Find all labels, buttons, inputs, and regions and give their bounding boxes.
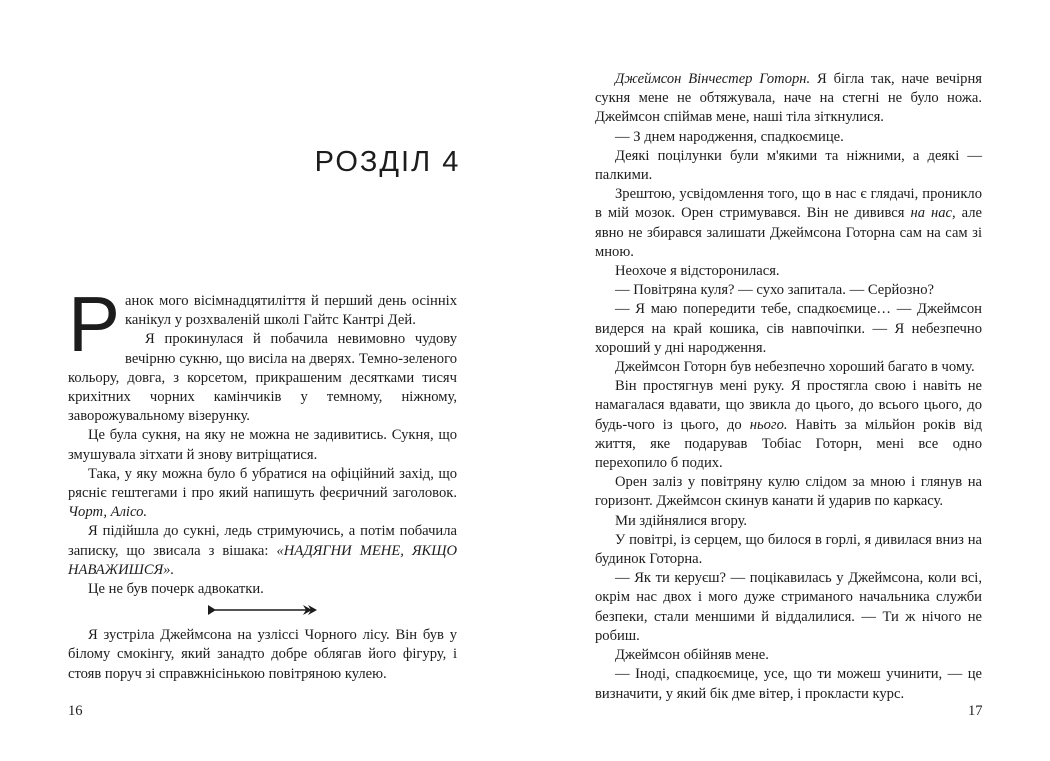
drop-cap: Р	[68, 280, 121, 368]
paragraph: Я прокинулася й побачила невимовно чудову вечірню сукню, що висіла на дверях. Темно-зеленого кольору, довга, з корсетом, прикрашеним десятками тисяч крихітних чорних камінчиків у темному, ніжному, заворожувальному візерунку.	[68, 331, 457, 425]
paragraph: — З днем народження, спадкоємице.	[615, 128, 844, 145]
paragraph: Джеймсон обійняв мене.	[615, 647, 769, 664]
paragraph: У повітрі, із серцем, що билося в горлі, я дивилася вниз на будинок Готорна.	[595, 531, 982, 568]
page-number-right: 17	[968, 703, 983, 719]
paragraph: Я підійшла до сукні, ледь стримуючись, а потім побачила записку, що звисала з вішака: «НАДЯГНИ МЕНЕ, ЯКЩО НАВАЖИШСЯ».	[68, 523, 457, 578]
paragraph: Зрештою, усвідомлення того, що в нас є глядачі, проникло в мій мозок. Орен стримувався. Він не дивився на нас, але явно не збирався залишати Джеймсона Готорна сам на сам зі мною.	[595, 186, 982, 260]
paragraph: Я зустріла Джеймсона на узліссі Чорного лісу. Він був у білому смокінгу, який занадто добре облягав його фігуру, і стояв поруч зі справжнісінькою повітряною кулею.	[68, 627, 457, 682]
paragraph: Джеймсон Вінчестер Готорн. Я бігла так, наче вечірня сукня мене не обтяжувала, наче на стегні не було ножа. Джеймсон спіймав мене, наші тіла зіткнулися.	[595, 71, 982, 126]
paragraph: Деякі поцілунки були м'якими та ніжними, а деякі — палкими.	[595, 147, 982, 184]
paragraph: — Повітряна куля? — сухо запитала. — Серйозно?	[615, 282, 934, 299]
opening-paragraph: Ранок мого вісімнадцятиліття й перший день осінніх канікул у розхваленій школі Гайтс Кантрі Дей.	[68, 280, 457, 368]
chapter-title: РОЗДІЛ 4	[314, 146, 461, 178]
paragraph: Це була сукня, на яку не можна не задивитись. Сукня, що змушувала зітхати й знову витріщатися.	[68, 427, 457, 463]
paragraph: — Іноді, спадкоємице, усе, що ти можеш учинити, — це визначити, у який бік дме вітер, і прокласти курс.	[595, 666, 982, 702]
right-page-text	[595, 70, 982, 704]
paragraph: Ми здійнялися вгору.	[615, 512, 748, 529]
paragraph: Орен заліз у повітряну кулю слідом за мною і глянув на горизонт. Джеймсон скинув канати й ударив по каркасу.	[595, 474, 982, 510]
paragraph: — Як ти керуєш? — поцікавилась у Джеймсона, коли всі, окрім нас двох і мого дуже стриманого начальника служби безпеки, стали меншими й віддалилися. — Ти ж нічого не робиш.	[595, 570, 982, 644]
paragraph: Така, у яку можна було б убратися на офіційний захід, що рясніє гештегами і про який напишуть феєричний заголовок. Чорт, Алісо.	[68, 465, 457, 521]
paragraph: Джеймсон Готорн був небезпечно хороший багато в чому.	[615, 359, 975, 376]
paragraph: Це не був почерк адвокатки.	[88, 581, 264, 598]
page-number-left: 16	[68, 703, 83, 719]
paragraph: — Я маю попередити тебе, спадкоємице… — Джеймсон видерся на край кошика, сів навпочіпки. — Я небезпечно хороший у дні народження.	[595, 301, 982, 356]
paragraph: Неохоче я відсторонилася.	[615, 263, 780, 280]
paragraph: Він простягнув мені руку. Я простягла свою і навіть не намагалася вдавати, що звикла до цього, до всього цього, до будь-чого із цього, до нього. Навіть за мільйон років від життя, яке подарував Тобіас Готорн, мені все одно перехопило б подих.	[595, 378, 983, 472]
left-page-text	[68, 280, 457, 684]
arrow-ornament-icon	[68, 602, 457, 624]
